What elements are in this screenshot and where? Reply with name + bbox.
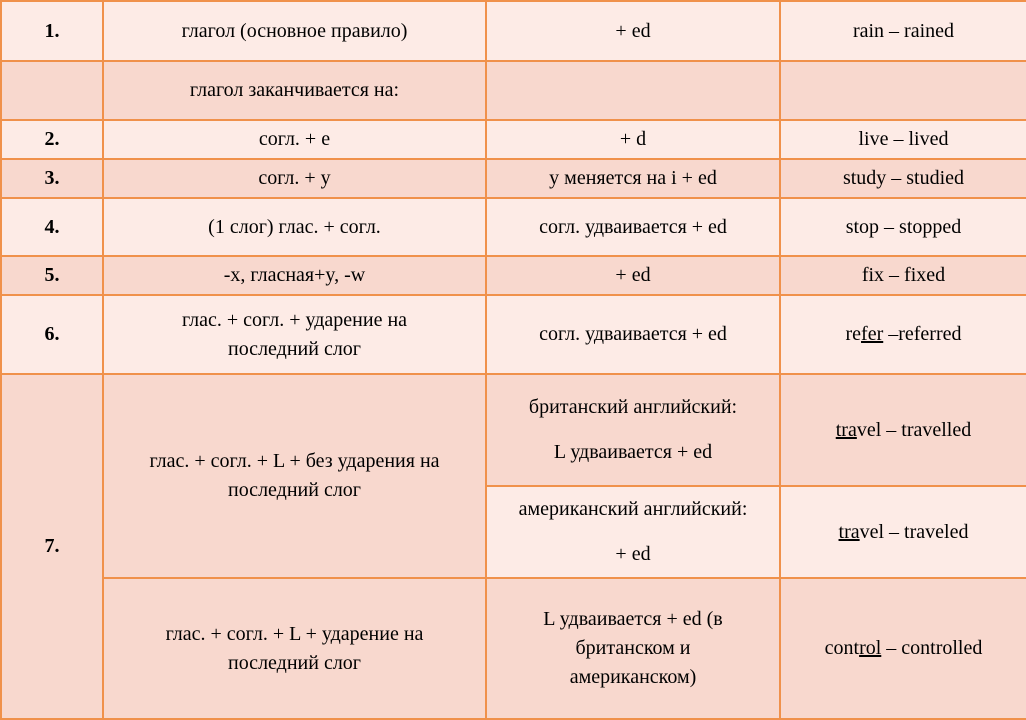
example-prefix: cont [824, 637, 860, 659]
example-cell [780, 295, 1026, 374]
table-row [1, 61, 1026, 120]
example-cell: study – studied [780, 159, 1026, 198]
example-cell [780, 61, 1026, 120]
change-cell: согл. удваивается + ed [486, 295, 780, 374]
example-cell: fix – fixed [780, 256, 1026, 295]
row-number: 2. [1, 120, 103, 159]
variant-rule: + ed [615, 543, 651, 565]
variant-rule: L удваивается + ed [553, 441, 713, 463]
stressed-syllable: tra [835, 418, 857, 441]
change-cell [486, 374, 780, 486]
rule-line: L удваивается + ed (в [543, 608, 723, 630]
stressed-syllable: tra [838, 520, 860, 543]
condition-line: последний слог [227, 479, 362, 501]
condition-line: глас. + согл. + L + ударение на [165, 622, 424, 645]
row-number: 4. [1, 198, 103, 256]
table-row [1, 256, 1026, 295]
condition-line: последний слог [227, 651, 362, 674]
example-suffix: vel – traveled [859, 520, 969, 543]
condition-line: глас. + согл. + ударение на [181, 308, 408, 331]
example-suffix: –referred [883, 323, 962, 345]
change-cell [486, 486, 780, 578]
variant-label: британский английский: [528, 396, 738, 418]
condition-cell: глагол заканчивается на: [103, 61, 486, 120]
condition-cell [103, 374, 486, 578]
rule-line: британском и [575, 637, 691, 659]
example-suffix: – controlled [881, 637, 983, 659]
example-cell [780, 486, 1026, 578]
condition-line: глас. + согл. + L + без ударения на [149, 450, 440, 472]
example-cell [780, 374, 1026, 486]
change-cell: + ed [486, 256, 780, 295]
change-cell [486, 61, 780, 120]
row-number: 5. [1, 256, 103, 295]
example-cell: live – lived [780, 120, 1026, 159]
condition-cell: глагол (основное правило) [103, 1, 486, 61]
example-cell: stop – stopped [780, 198, 1026, 256]
table-row [1, 578, 1026, 719]
condition-line: последний слог [227, 337, 362, 360]
stressed-syllable: fer [861, 323, 884, 345]
change-cell: + d [486, 120, 780, 159]
table-row [1, 120, 1026, 159]
change-cell: согл. удваивается + ed [486, 198, 780, 256]
condition-cell: (1 слог) глас. + согл. [103, 198, 486, 256]
row-number: 6. [1, 295, 103, 374]
condition-cell: -x, гласная+y, -w [103, 256, 486, 295]
stressed-syllable: rol [859, 637, 882, 659]
example-cell: rain – rained [780, 1, 1026, 61]
rule-line: американском) [569, 666, 697, 688]
example-prefix: re [845, 323, 862, 345]
row-number: 1. [1, 1, 103, 61]
change-cell [486, 578, 780, 719]
condition-cell: согл. + е [103, 120, 486, 159]
variant-label: американский английский: [518, 498, 748, 520]
example-suffix: vel – travelled [856, 418, 972, 441]
example-cell [780, 578, 1026, 719]
table-row [1, 374, 1026, 486]
table-row [1, 198, 1026, 256]
table-row [1, 295, 1026, 374]
table-row [1, 159, 1026, 198]
row-number [1, 61, 103, 120]
row-number: 3. [1, 159, 103, 198]
condition-cell [103, 295, 486, 374]
condition-cell: согл. + у [103, 159, 486, 198]
row-number: 7. [1, 374, 103, 719]
condition-cell [103, 578, 486, 719]
change-cell: у меняется на i + ed [486, 159, 780, 198]
table-row [1, 1, 1026, 61]
change-cell: + ed [486, 1, 780, 61]
